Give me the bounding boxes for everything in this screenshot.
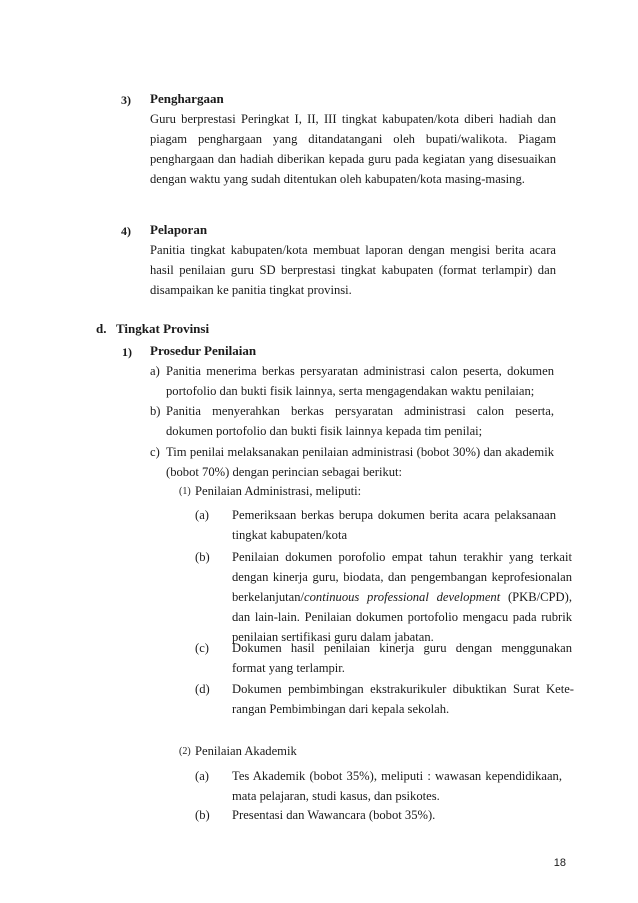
akad-item-b-text: Presentasi dan Wawancara (bobot 35%).	[232, 808, 436, 822]
item-a-label: a)	[150, 364, 160, 378]
item-b-text: Panitia menyerahkan berkas persyaratan administrasi calon peserta, dokumen portofolio dan bukti fisik lainnya kepada tim penilai;	[166, 404, 554, 438]
admin-item-d-label: (d)	[195, 682, 210, 696]
admin-item-b-text-em: continuous professional development	[304, 590, 501, 604]
admin-item-b-text	[232, 547, 572, 647]
section-d-heading: Tingkat Provinsi	[116, 321, 210, 336]
admin-item-b-label: (b)	[195, 550, 210, 564]
akad-item-a-label: (a)	[195, 769, 209, 783]
prosedur-heading: Prosedur Penilaian	[150, 343, 257, 358]
section-3-number: 3)	[121, 93, 131, 107]
item-a-text: Panitia menerima berkas persyaratan administrasi calon peserta, dokumen portofolio dan bukti fisik lainnya, serta mengagendakan waktu penilaian;	[166, 364, 554, 398]
section-4-number: 4)	[121, 224, 131, 238]
section-3-paragraph: Guru berprestasi Peringkat I, II, III tingkat kabupaten/kota diberi hadiah dan piagam penghargaan yang ditandatangani oleh bupati/walikota. Piagam penghargaan dan hadiah diberikan kepada guru pada kegiatan yang disesuaikan dengan waktu yang sudah ditentukan oleh kabupaten/kota masing-masing.	[150, 112, 556, 186]
akad-item-b-label: (b)	[195, 808, 210, 822]
admin-item-a-label: (a)	[195, 508, 209, 522]
admin-item-b-text-pre: Penilaian dokumen porofolio empat tahun terakhir yang terkait dengan kinerja guru, biodata, dan pengembangan keprofesionalan berkelanjutan/	[232, 550, 572, 604]
admin-number: (1)	[179, 486, 191, 497]
page-number: 18	[553, 857, 566, 869]
admin-item-c-label: (c)	[195, 641, 209, 655]
admin-item-a-text: Pemeriksaan berkas berupa dokumen berita acara pelaksanaan tingkat kabupaten/kota	[232, 508, 556, 542]
section-d-label: d.	[96, 321, 107, 336]
akad-title: Penilaian Akademik	[195, 744, 297, 758]
admin-item-d-text: Dokumen pembimbingan ekstrakurikuler dibuktikan Surat Kete-rangan Pembimbingan dari kepala sekolah.	[232, 682, 574, 716]
akad-item-a-text: Tes Akademik (bobot 35%), meliputi : wawasan kependidikaan, mata pelajaran, studi kasus, dan psikotes.	[232, 769, 562, 803]
admin-item-c-text: Dokumen hasil penilaian kinerja guru dengan menggunakan format yang terlampir.	[232, 641, 572, 675]
section-4-heading: Pelaporan	[150, 222, 208, 237]
admin-item-b-text-post: (PKB/CPD), dan lain-lain. Penilaian dokumen portofolio mengacu pada rubrik penilaian sertifikasi guru dalam jabatan.	[232, 590, 572, 644]
item-c-label: c)	[150, 445, 160, 459]
prosedur-number: 1)	[122, 345, 132, 359]
section-3-heading: Penghargaan	[150, 91, 224, 106]
item-b-label: b)	[150, 404, 161, 418]
admin-title: Penilaian Administrasi, meliputi:	[195, 484, 362, 498]
item-c-text: Tim penilai melaksanakan penilaian administrasi (bobot 30%) dan akademik (bobot 70%) dengan perincian sebagai berikut:	[166, 445, 554, 479]
section-4-paragraph: Panitia tingkat kabupaten/kota membuat laporan dengan mengisi berita acara hasil penilaian guru SD berprestasi tingkat kabupaten (format terlampir) dan disampaikan ke panitia tingkat provinsi.	[150, 243, 556, 297]
akad-number: (2)	[179, 746, 191, 757]
